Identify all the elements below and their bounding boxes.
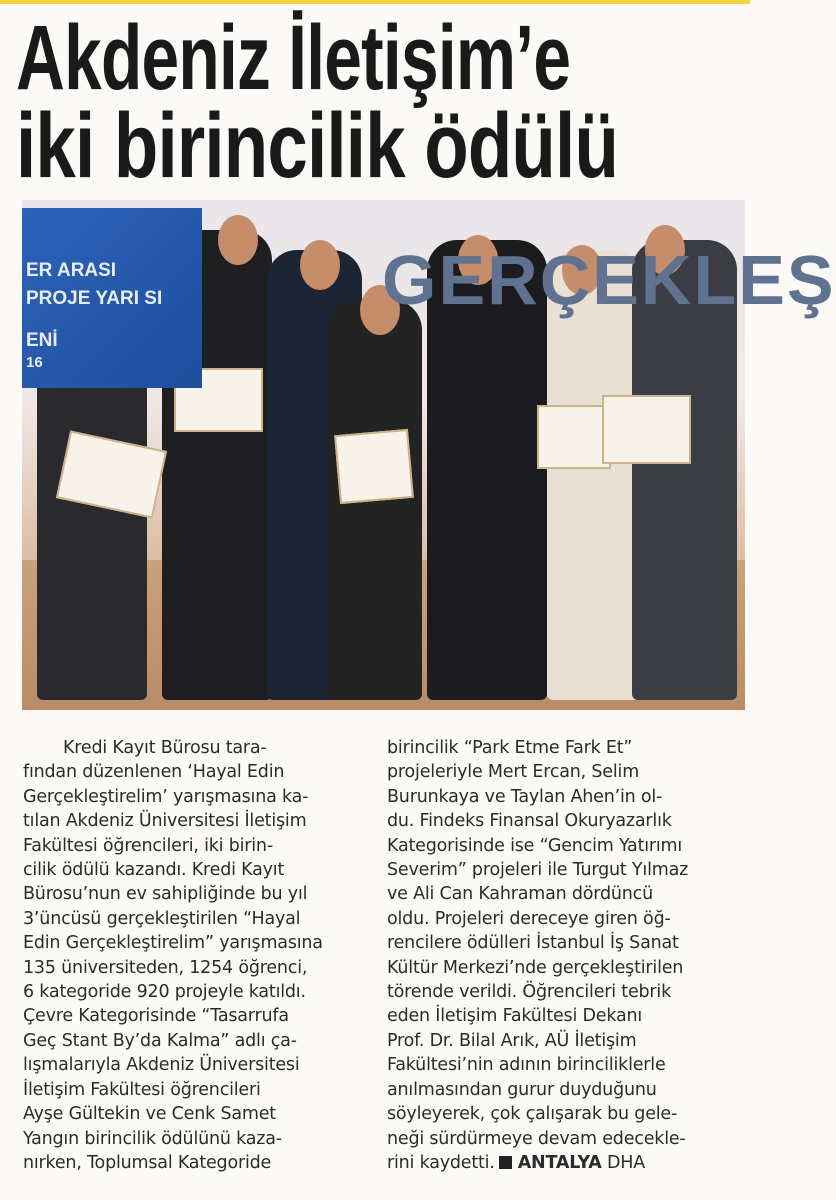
article-line: Ayşe Gültekin ve Cenk Samet — [23, 1104, 276, 1125]
article-line: Fakültesi’nin adının birinciliklerle — [387, 1055, 666, 1076]
article-line: İletişim Fakültesi öğrencileri — [23, 1079, 261, 1100]
screen-text: PROJE YARI SI — [26, 288, 163, 309]
article-line: Kredi Kayıt Bürosu tara- — [63, 738, 267, 758]
award-certificate — [602, 395, 691, 464]
article-line: Yangın birincilik ödülünü kaza- — [23, 1128, 282, 1149]
article-line: 3’üncüsü gerçekleştirilen “Hayal — [23, 908, 301, 929]
article-line: du. Findeks Finansal Okuryazarlık — [387, 811, 672, 832]
top-color-bar — [0, 0, 750, 4]
article-line: Çevre Kategorisinde “Tasarrufa — [23, 1006, 289, 1027]
article-line: Kategorisinde ise “Gencim Yatırımı — [387, 835, 683, 856]
article-column-left — [23, 736, 323, 1175]
article-line: birincilik “Park Etme Fark Et” — [387, 738, 633, 758]
article-line: lışmalarıyla Akdeniz Üniversitesi — [23, 1055, 300, 1076]
event-screen — [22, 208, 202, 388]
article-line: 6 kategoride 920 projeyle katıldı. — [23, 982, 306, 1003]
article-line: oldu. Projeleri dereceye giren öğ- — [387, 908, 671, 929]
article-line: anılmasından gurur duyduğunu — [387, 1079, 657, 1100]
article-line: projeleriyle Mert Ercan, Selim — [387, 762, 640, 783]
byline-square-icon — [499, 1156, 512, 1169]
article-line: nırken, Toplumsal Kategoride — [23, 1152, 272, 1173]
article-line: rencilere ödülleri İstanbul İş Sanat — [387, 933, 679, 954]
screen-text: ENİ — [26, 330, 58, 351]
article-last-line — [387, 1151, 688, 1175]
screen-text: 16 — [26, 354, 43, 371]
article-line: Edin Gerçekleştirelim” yarışmasına — [23, 933, 323, 954]
article-line: Bürosu’nun ev sahipliğinde bu yıl — [23, 884, 308, 905]
article-line: Burunkaya ve Taylan Ahen’in ol- — [387, 786, 663, 807]
article-photo — [22, 200, 836, 710]
screen-text: ER ARASI — [26, 260, 117, 281]
byline-agency: DHA — [606, 1152, 645, 1173]
article-line: cilik ödülü kazandı. Kredi Kayıt — [23, 860, 285, 881]
headline-line-1: Akdeniz İletişim’e — [16, 7, 571, 109]
article-line: Severim” projeleri ile Turgut Yılmaz — [387, 860, 689, 881]
award-certificate — [334, 429, 414, 504]
article-line: Fakültesi öğrencileri, iki birin- — [23, 835, 273, 856]
article-line: söyleyerek, çok çalışarak bu gele- — [387, 1104, 678, 1125]
article-line: Gerçekleştirelim’ yarışmasına ka- — [23, 786, 309, 807]
article-line: eden İletişim Fakültesi Dekanı — [387, 1006, 643, 1027]
byline-location: ANTALYA — [517, 1152, 602, 1173]
article-line: neği sürdürmeye devam edecekle- — [387, 1128, 686, 1149]
article-line: 135 üniversiteden, 1254 öğrenci, — [23, 957, 308, 978]
article-line: Prof. Dr. Bilal Arık, AÜ İletişim — [387, 1030, 637, 1051]
headline-line-2: iki birincilik ödülü — [16, 95, 619, 197]
article-line: ve Ali Can Kahraman dördüncü — [387, 884, 653, 905]
event-banner-text: GERÇEKLEŞ — [382, 241, 836, 319]
article-line: Kültür Merkezi’nde gerçekleştirilen — [387, 957, 684, 978]
article-line: tılan Akdeniz Üniversitesi İletişim — [23, 811, 307, 832]
article-column-right — [387, 736, 688, 1175]
award-certificate — [537, 405, 611, 469]
article-line: törende verildi. Öğrencileri tebrik — [387, 982, 672, 1003]
person-head — [218, 215, 258, 265]
article-line: fından düzenlenen ‘Hayal Edin — [23, 762, 285, 783]
person-head — [300, 240, 340, 290]
article-line: Geç Stant By’da Kalma” adlı ça- — [23, 1030, 297, 1051]
article-text: rini kaydetti. — [387, 1152, 495, 1173]
